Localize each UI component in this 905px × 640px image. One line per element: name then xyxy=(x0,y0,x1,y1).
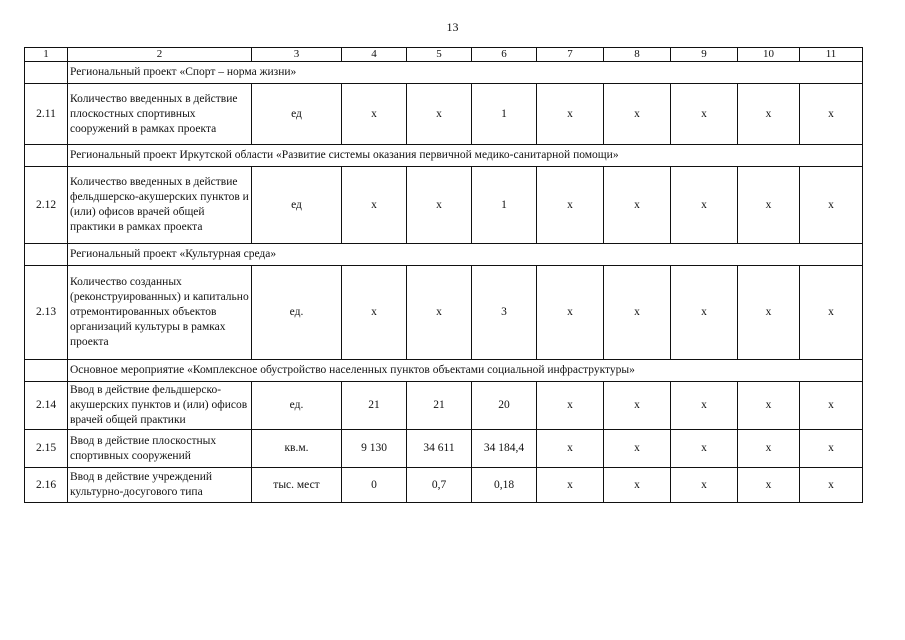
header-row xyxy=(25,48,863,62)
value-cell: х xyxy=(800,266,863,360)
section-spacer xyxy=(25,62,68,84)
indicator-name: Количество введенных в действие плоскостных спортивных сооружений в рамках проекта xyxy=(68,84,252,145)
value-cell: х xyxy=(671,468,738,503)
indicator-name: Количество введенных в действие фельдшерско-акушерских пунктов и (или) офисов врачей общей практики в рамках проекта xyxy=(68,167,252,244)
value-cell: х xyxy=(604,382,671,430)
section-spacer xyxy=(25,244,68,266)
value-cell: х xyxy=(671,167,738,244)
value-cell: 0,7 xyxy=(407,468,472,503)
indicator-name: Количество созданных (реконструированных) и капитально отремонтированных объектов организаций культуры в рамках проекта xyxy=(68,266,252,360)
value-cell: х xyxy=(738,430,800,468)
value-cell: х xyxy=(537,167,604,244)
value-cell: х xyxy=(604,84,671,145)
column-header: 8 xyxy=(604,48,671,62)
value-cell: х xyxy=(671,84,738,145)
section-title: Региональный проект «Культурная среда» xyxy=(68,244,863,266)
row-number: 2.11 xyxy=(25,84,68,145)
section-row xyxy=(25,360,863,382)
value-cell: 21 xyxy=(407,382,472,430)
section-row xyxy=(25,62,863,84)
row-number: 2.12 xyxy=(25,167,68,244)
column-header: 10 xyxy=(738,48,800,62)
value-cell: х xyxy=(537,84,604,145)
value-cell: х xyxy=(738,84,800,145)
value-cell: х xyxy=(671,430,738,468)
value-cell: 20 xyxy=(472,382,537,430)
column-header: 11 xyxy=(800,48,863,62)
row-number: 2.15 xyxy=(25,430,68,468)
table-row xyxy=(25,468,863,503)
unit-cell: кв.м. xyxy=(252,430,342,468)
table-row xyxy=(25,382,863,430)
value-cell: х xyxy=(738,167,800,244)
table-row xyxy=(25,167,863,244)
unit-cell: ед xyxy=(252,84,342,145)
value-cell: 1 xyxy=(472,84,537,145)
section-row xyxy=(25,145,863,167)
row-number: 2.16 xyxy=(25,468,68,503)
value-cell: х xyxy=(738,266,800,360)
column-header: 3 xyxy=(252,48,342,62)
value-cell: 1 xyxy=(472,167,537,244)
section-title: Основное мероприятие «Комплексное обустройство населенных пунктов объектами социальной инфраструктуры» xyxy=(68,360,863,382)
table-row xyxy=(25,430,863,468)
row-number: 2.14 xyxy=(25,382,68,430)
value-cell: 21 xyxy=(342,382,407,430)
column-header: 5 xyxy=(407,48,472,62)
column-header: 9 xyxy=(671,48,738,62)
value-cell: х xyxy=(342,167,407,244)
value-cell: х xyxy=(537,430,604,468)
unit-cell: тыс. мест xyxy=(252,468,342,503)
page-number: 13 xyxy=(446,20,459,34)
section-title: Региональный проект Иркутской области «Развитие системы оказания первичной медико-санитарной помощи» xyxy=(68,145,863,167)
column-header: 1 xyxy=(25,48,68,62)
indicator-name: Ввод в действие учреждений культурно-досугового типа xyxy=(68,468,252,503)
value-cell: х xyxy=(671,382,738,430)
table-row xyxy=(25,84,863,145)
value-cell: х xyxy=(537,266,604,360)
indicator-table xyxy=(24,47,863,503)
indicator-name: Ввод в действие фельдшерско-акушерских пунктов и (или) офисов врачей общей практики xyxy=(68,382,252,430)
value-cell: х xyxy=(671,266,738,360)
value-cell: 34 611 xyxy=(407,430,472,468)
value-cell: 0,18 xyxy=(472,468,537,503)
value-cell: х xyxy=(407,84,472,145)
section-spacer xyxy=(25,145,68,167)
value-cell: х xyxy=(537,382,604,430)
value-cell: 34 184,4 xyxy=(472,430,537,468)
value-cell: х xyxy=(800,167,863,244)
value-cell: х xyxy=(738,382,800,430)
value-cell: х xyxy=(342,84,407,145)
unit-cell: ед. xyxy=(252,382,342,430)
section-spacer xyxy=(25,360,68,382)
table-row xyxy=(25,266,863,360)
value-cell: х xyxy=(604,167,671,244)
value-cell: х xyxy=(800,468,863,503)
indicator-name: Ввод в действие плоскостных спортивных сооружений xyxy=(68,430,252,468)
unit-cell: ед. xyxy=(252,266,342,360)
column-header: 6 xyxy=(472,48,537,62)
column-header: 2 xyxy=(68,48,252,62)
value-cell: х xyxy=(407,167,472,244)
value-cell: х xyxy=(604,266,671,360)
value-cell: х xyxy=(407,266,472,360)
value-cell: х xyxy=(800,382,863,430)
value-cell: 3 xyxy=(472,266,537,360)
value-cell: х xyxy=(604,468,671,503)
value-cell: х xyxy=(537,468,604,503)
value-cell: х xyxy=(800,84,863,145)
value-cell: х xyxy=(738,468,800,503)
section-row xyxy=(25,244,863,266)
column-header: 4 xyxy=(342,48,407,62)
section-title: Региональный проект «Спорт – норма жизни» xyxy=(68,62,863,84)
value-cell: х xyxy=(800,430,863,468)
row-number: 2.13 xyxy=(25,266,68,360)
value-cell: х xyxy=(342,266,407,360)
column-header: 7 xyxy=(537,48,604,62)
unit-cell: ед xyxy=(252,167,342,244)
value-cell: х xyxy=(604,430,671,468)
value-cell: 0 xyxy=(342,468,407,503)
value-cell: 9 130 xyxy=(342,430,407,468)
